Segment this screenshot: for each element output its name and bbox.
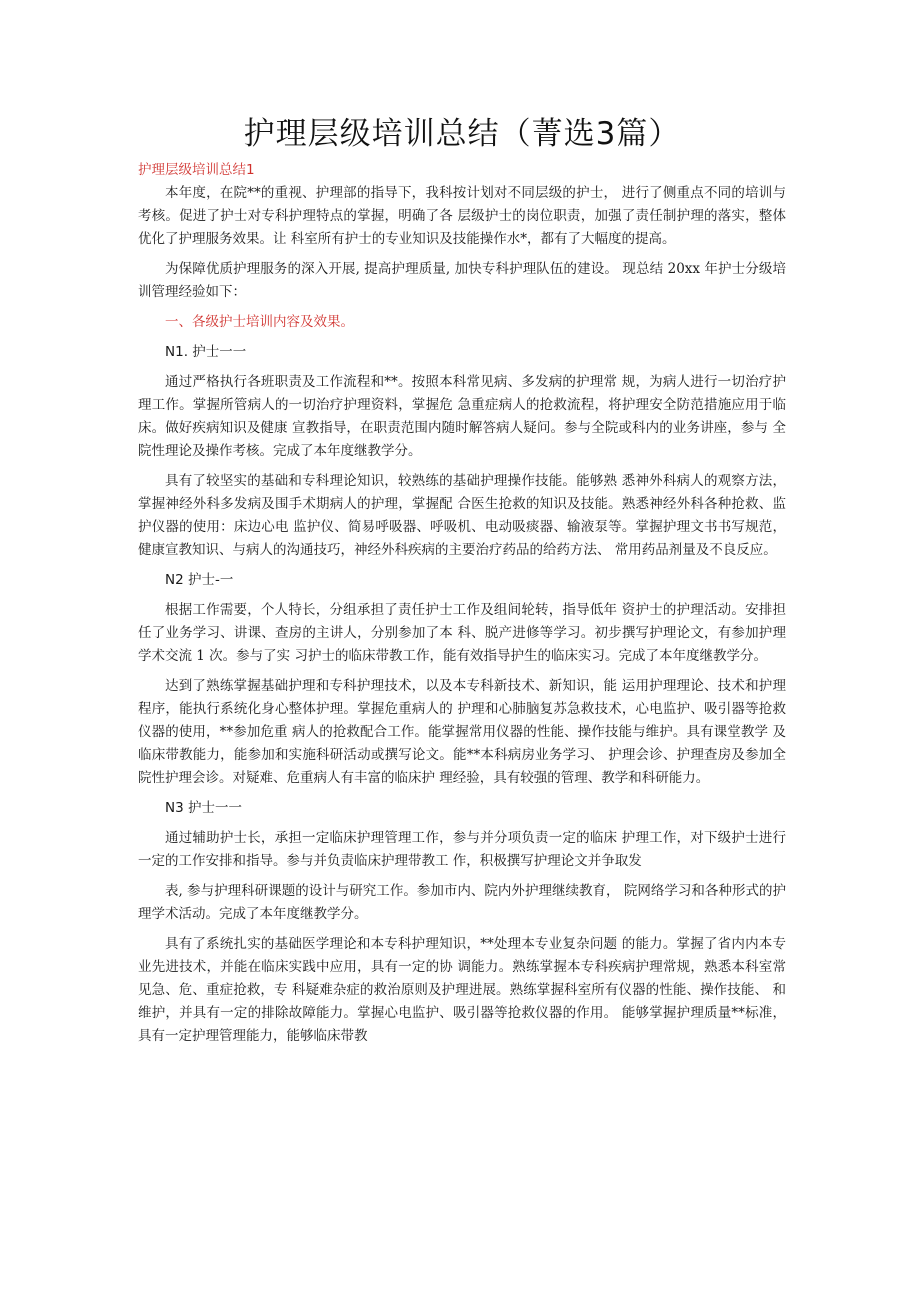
paragraph-n2-1: 根据工作需要，个人特长，分组承担了责任护士工作及组间轮转，指导低年 资护士的护理活动。安排担任了业务学习、讲课、查房的主讲人，分别参加了本 科、脱产进修等学习。初步撰写护理论文，有参加护理学术交流 1 次。参与了实 习护士的临床带教工作，能有效指导护生的临床实习。完成了本年度继教学分。 (138, 602, 786, 664)
paragraph-n1-1: 通过严格执行各班职责及工作流程和**。按照本科常见病、多发病的护理常 规，为病人进行一切治疗护理工作。掌握所管病人的一切治疗护理资料，掌握危 急重症病人的抢救流程，将护理安全防范措施应用于临床。做好疾病知识及健康 宣教指导，在职责范围内随时解答病人疑问。参与全院或科内的业务讲座，参与 全院性理论及操作考核。完成了本年度继教学分。 (138, 374, 786, 459)
heading-n2: N2 护士-一 (165, 572, 234, 588)
heading-n1: N1. 护士一一 (165, 344, 247, 360)
paragraph-intro-1: 本年度，在院**的重视、护理部的指导下，我科按计划对不同层级的护士， 进行了侧重点不同的培训与考核。促进了护士对专科护理特点的掌握，明确了各 层级护士的岗位职责，加强了责任制护理的落实，整体优化了护理服务效果。让 科室所有护士的专业知识及技能操作水*，都有了大幅度的提高。 (138, 185, 786, 247)
heading-n3: N3 护士一一 (165, 800, 242, 816)
document-subtitle: 护理层级培训总结1 (138, 162, 255, 178)
document-title: 护理层级培训总结（菁选3篇） (243, 116, 681, 152)
paragraph-intro-2: 为保障优质护理服务的深入开展, 提高护理质量, 加快专科护理队伍的建设。 现总结 20xx 年护士分级培训管理经验如下： (138, 261, 786, 300)
paragraph-n3-1: 通过辅助护士长，承担一定临床护理管理工作，参与并分项负责一定的临床 护理工作，对下级护士进行一定的工作安排和指导。参与并负责临床护理带教工 作，积极撰写护理论文并争取发 (138, 830, 786, 869)
paragraph-n3-2: 具有了系统扎实的基础医学理论和本专科护理知识，**处理本专业复杂问题 的能力。掌握了省内内本专业先进技术，并能在临床实践中应用，具有一定的协 调能力。熟练掌握本专科疾病护理常规，熟悉本科室常见急、危、重症抢救，专 科疑难杂症的救治原则及护理进展。熟练掌握科室所有仪器的性能、操作技能、 和维护，并具有一定的排除故障能力。掌握心电监护、吸引器等抢救仪器的作用。 能够掌握护理质量**标准，具有一定护理管理能力，能够临床带教 (138, 936, 786, 1044)
section-heading-1: 一、各级护士培训内容及效果。 (165, 314, 354, 330)
paragraph-n3-1-continued: 表, 参与护理科研课题的设计与研究工作。参加市内、院内外护理继续教育， 院网络学习和各种形式的护理学术活动。完成了本年度继教学分。 (138, 883, 786, 922)
document-page (138, 112, 786, 1048)
paragraph-n2-2: 达到了熟练掌握基础护理和专科护理技术，以及本专科新技术、新知识，能 运用护理理论、技术和护理程序，能执行系统化身心整体护理。掌握危重病人的 护理和心肺脑复苏急救技术，心电监护、吸引器等抢救仪器的使用，**参加危重 病人的抢救配合工作。能掌握常用仪器的性能、操作技能与维护。具有课堂教学 及临床带教能力，能参加和实施科研活动或撰写论文。能**本科病房业务学习、 护理会诊、护理查房及参加全院性护理会诊。对疑难、危重病人有丰富的临床护 理经验，具有较强的管理、教学和科研能力。 (138, 678, 786, 786)
paragraph-n1-2: 具有了较坚实的基础和专科理论知识，较熟练的基础护理操作技能。能够熟 悉神外科病人的观察方法，掌握神经外科多发病及围手术期病人的护理，掌握配 合医生抢救的知识及技能。熟悉神经外科各种抢救、监护仪器的使用：床边心电 监护仪、简易呼吸器、呼吸机、电动吸痰器、输液泵等。掌握护理文书书写规范， 健康宣教知识、与病人的沟通技巧，神经外科疾病的主要治疗药品的给药方法、 常用药品剂量及不良反应。 (138, 473, 786, 558)
